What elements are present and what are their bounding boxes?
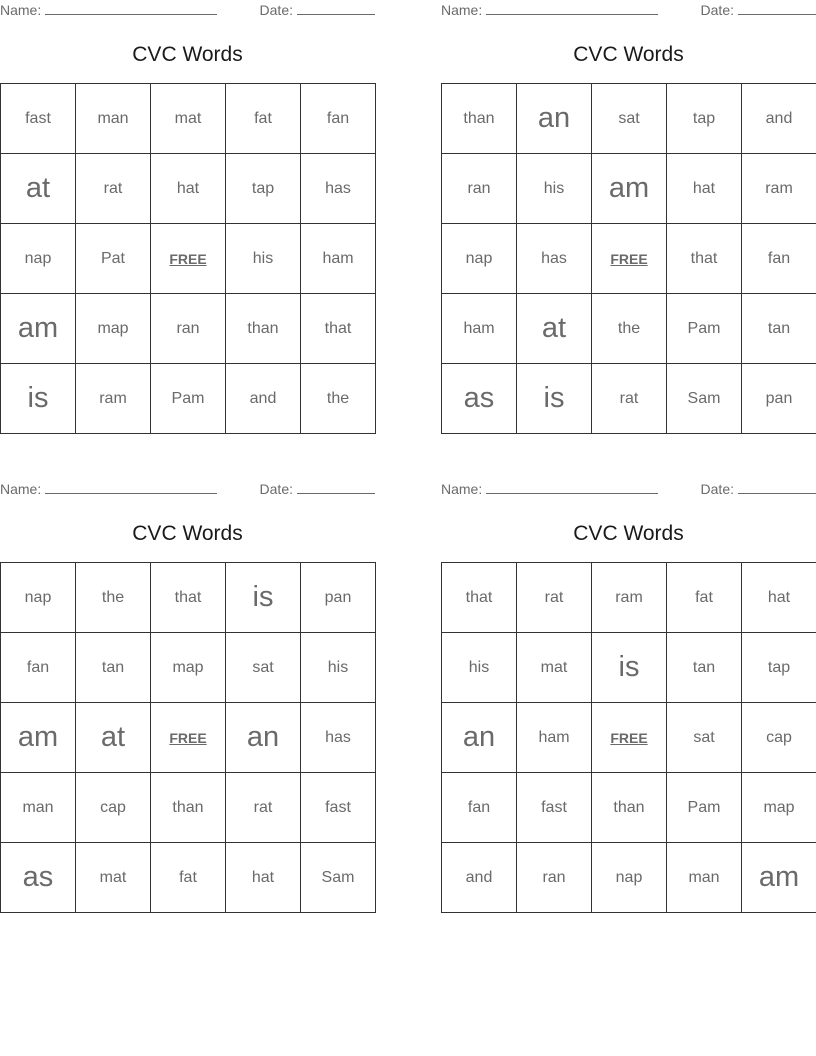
grid-cell: tan: [742, 294, 816, 364]
bingo-grid: [441, 562, 816, 913]
grid-cell: his: [226, 224, 301, 294]
grid-cell: fat: [667, 563, 742, 633]
date-label: Date:: [259, 481, 293, 497]
grid-cell: at: [517, 294, 592, 364]
grid-cell: mat: [517, 633, 592, 703]
date-blank[interactable]: [738, 481, 816, 494]
grid-cell: Sam: [667, 364, 742, 434]
grid-cell: has: [301, 154, 376, 224]
grid-cell: his: [442, 633, 517, 703]
bingo-card-2: [441, 0, 816, 414]
grid-row: [1, 154, 376, 224]
grid-row: [1, 294, 376, 364]
grid-cell: tap: [742, 633, 816, 703]
grid-row: [1, 563, 376, 633]
grid-cell: than: [226, 294, 301, 364]
grid-row: [1, 633, 376, 703]
grid-cell: fat: [226, 84, 301, 154]
card-header: [441, 481, 816, 497]
grid-row: [442, 563, 816, 633]
date-blank[interactable]: [297, 2, 375, 15]
grid-cell: nap: [1, 224, 76, 294]
grid-cell: at: [1, 154, 76, 224]
grid-cell: that: [442, 563, 517, 633]
grid-cell: that: [301, 294, 376, 364]
grid-cell: ham: [442, 294, 517, 364]
grid-cell: the: [301, 364, 376, 434]
grid-cell: his: [517, 154, 592, 224]
grid-cell: ram: [742, 154, 816, 224]
grid-cell: rat: [76, 154, 151, 224]
date-field: [701, 2, 816, 18]
grid-row: [442, 633, 816, 703]
grid-row: [1, 224, 376, 294]
grid-cell: as: [442, 364, 517, 434]
name-blank[interactable]: [486, 2, 658, 15]
grid-cell: mat: [151, 84, 226, 154]
name-blank[interactable]: [45, 2, 217, 15]
grid-cell: tan: [76, 633, 151, 703]
grid-cell: fast: [1, 84, 76, 154]
grid-cell: than: [442, 84, 517, 154]
card-title: CVC Words: [132, 522, 243, 545]
grid-cell: and: [442, 843, 517, 913]
grid-cell: the: [592, 294, 667, 364]
grid-cell: man: [1, 773, 76, 843]
grid-cell: am: [1, 294, 76, 364]
grid-cell: his: [301, 633, 376, 703]
grid-cell: ran: [442, 154, 517, 224]
grid-cell: sat: [226, 633, 301, 703]
grid-row: [442, 773, 816, 843]
grid-cell: Sam: [301, 843, 376, 913]
card-header: [0, 481, 375, 497]
grid-cell: tap: [667, 84, 742, 154]
grid-cell: nap: [592, 843, 667, 913]
bingo-card-4: [441, 479, 816, 893]
grid-cell: ram: [76, 364, 151, 434]
grid-cell: man: [667, 843, 742, 913]
grid-cell: as: [1, 843, 76, 913]
grid-cell: sat: [592, 84, 667, 154]
card-title: CVC Words: [132, 43, 243, 66]
date-label: Date:: [700, 481, 734, 497]
grid-cell: hat: [742, 563, 816, 633]
name-field: [0, 2, 217, 18]
name-blank[interactable]: [45, 481, 217, 494]
grid-cell: an: [226, 703, 301, 773]
card-title: CVC Words: [573, 522, 684, 545]
grid-row: [1, 84, 376, 154]
grid-cell: and: [742, 84, 816, 154]
date-blank[interactable]: [297, 481, 375, 494]
grid-cell: fan: [742, 224, 816, 294]
name-label: Name:: [0, 2, 42, 18]
grid-cell: Pam: [151, 364, 226, 434]
grid-cell: am: [592, 154, 667, 224]
grid-cell: has: [301, 703, 376, 773]
grid-cell: is: [592, 633, 667, 703]
grid-row: [442, 224, 816, 294]
grid-cell: the: [76, 563, 151, 633]
grid-cell: is: [1, 364, 76, 434]
grid-cell: an: [442, 703, 517, 773]
grid-row: [442, 364, 816, 434]
grid-cell: at: [76, 703, 151, 773]
grid-cell: tap: [226, 154, 301, 224]
free-space: FREE: [151, 703, 226, 773]
grid-row: [442, 84, 816, 154]
bingo-card-3: [0, 479, 375, 893]
grid-cell: pan: [742, 364, 816, 434]
name-label: Name:: [0, 481, 42, 497]
grid-cell: rat: [592, 364, 667, 434]
grid-row: [1, 703, 376, 773]
card-header: [441, 2, 816, 18]
free-space: FREE: [151, 224, 226, 294]
name-field: [441, 2, 658, 18]
date-field: [701, 481, 816, 497]
grid-row: [442, 154, 816, 224]
date-field: [260, 2, 375, 18]
grid-cell: has: [517, 224, 592, 294]
grid-row: [442, 294, 816, 364]
grid-cell: ran: [151, 294, 226, 364]
grid-cell: than: [592, 773, 667, 843]
grid-row: [1, 773, 376, 843]
grid-cell: hat: [667, 154, 742, 224]
free-space: FREE: [592, 703, 667, 773]
grid-cell: rat: [517, 563, 592, 633]
grid-cell: sat: [667, 703, 742, 773]
name-label: Name:: [441, 2, 483, 18]
grid-cell: cap: [742, 703, 816, 773]
grid-cell: cap: [76, 773, 151, 843]
grid-cell: and: [226, 364, 301, 434]
grid-cell: am: [1, 703, 76, 773]
grid-cell: fast: [301, 773, 376, 843]
grid-cell: is: [517, 364, 592, 434]
grid-cell: fast: [517, 773, 592, 843]
grid-cell: fan: [1, 633, 76, 703]
date-blank[interactable]: [738, 2, 816, 15]
grid-cell: ran: [517, 843, 592, 913]
grid-cell: is: [226, 563, 301, 633]
grid-row: [1, 843, 376, 913]
grid-cell: man: [76, 84, 151, 154]
free-space: FREE: [592, 224, 667, 294]
bingo-grid: [0, 83, 376, 434]
grid-cell: rat: [226, 773, 301, 843]
grid-cell: Pam: [667, 773, 742, 843]
grid-cell: map: [76, 294, 151, 364]
name-field: [0, 481, 217, 497]
grid-cell: Pat: [76, 224, 151, 294]
grid-cell: an: [517, 84, 592, 154]
grid-cell: tan: [667, 633, 742, 703]
grid-cell: ham: [517, 703, 592, 773]
grid-cell: than: [151, 773, 226, 843]
grid-cell: that: [667, 224, 742, 294]
grid-row: [442, 703, 816, 773]
grid-cell: hat: [151, 154, 226, 224]
name-field: [441, 481, 658, 497]
grid-cell: am: [742, 843, 816, 913]
grid-cell: Pam: [667, 294, 742, 364]
grid-row: [442, 843, 816, 913]
grid-cell: fat: [151, 843, 226, 913]
name-label: Name:: [441, 481, 483, 497]
grid-cell: ham: [301, 224, 376, 294]
grid-cell: mat: [76, 843, 151, 913]
grid-row: [1, 364, 376, 434]
grid-cell: that: [151, 563, 226, 633]
grid-cell: nap: [442, 224, 517, 294]
grid-cell: map: [742, 773, 816, 843]
grid-cell: nap: [1, 563, 76, 633]
date-label: Date:: [700, 2, 734, 18]
grid-cell: map: [151, 633, 226, 703]
grid-cell: hat: [226, 843, 301, 913]
grid-cell: fan: [442, 773, 517, 843]
bingo-card-1: [0, 0, 375, 414]
card-title: CVC Words: [573, 43, 684, 66]
grid-cell: pan: [301, 563, 376, 633]
name-blank[interactable]: [486, 481, 658, 494]
bingo-grid: [0, 562, 376, 913]
grid-cell: ram: [592, 563, 667, 633]
card-header: [0, 2, 375, 18]
bingo-grid: [441, 83, 816, 434]
date-label: Date:: [259, 2, 293, 18]
grid-cell: fan: [301, 84, 376, 154]
date-field: [260, 481, 375, 497]
